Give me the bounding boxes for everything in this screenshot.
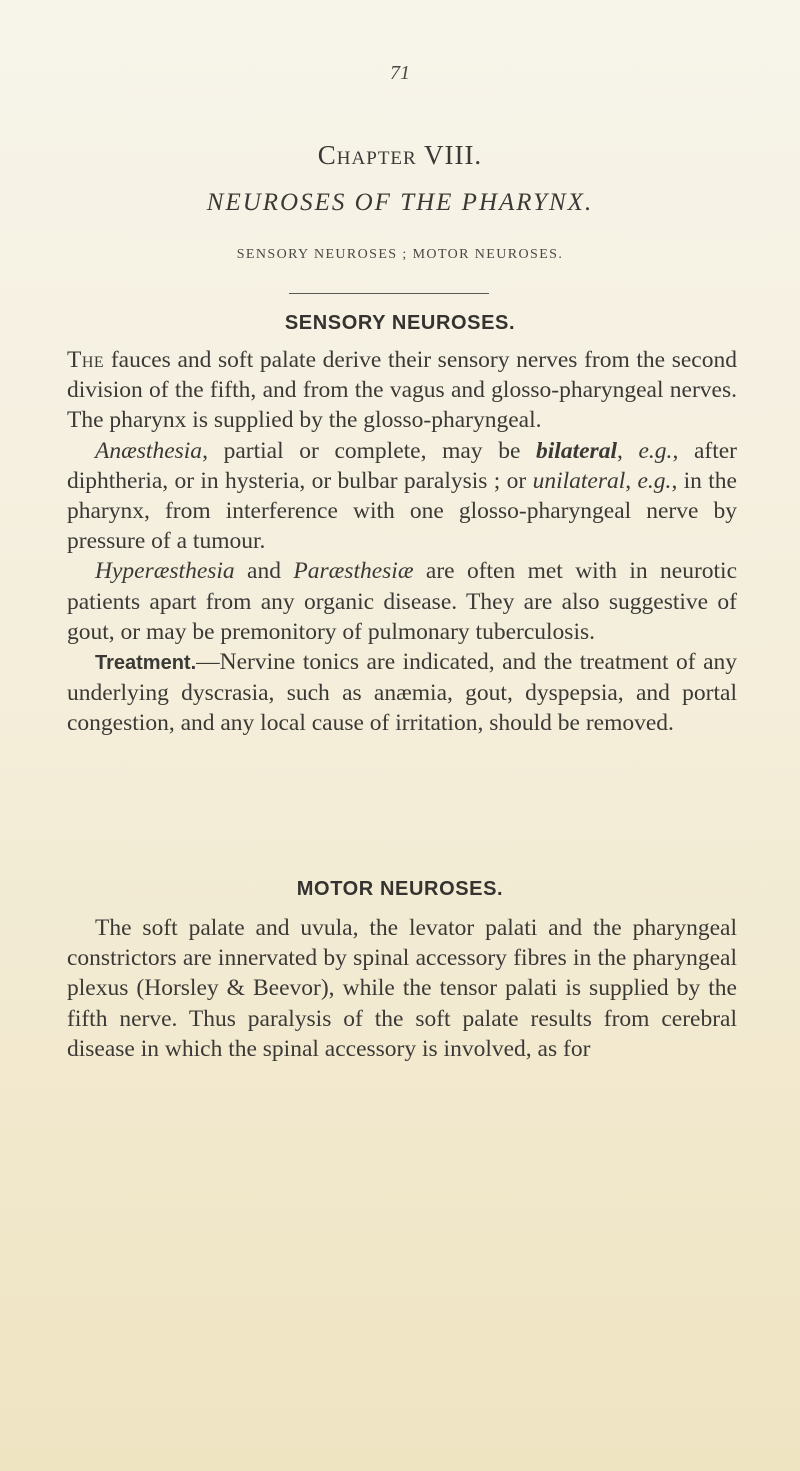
paragraph-text: are often met with in neurotic patients apart from any organic disease. They are also suggestive of gout, or may be premonitory of pulmonary tuberculosis.: [67, 558, 738, 645]
page-number: 71: [390, 62, 410, 84]
chapter-title: NEUROSES OF THE PHARYNX.: [206, 189, 594, 216]
treatment-lead: Treatment.: [95, 652, 197, 675]
section-heading-motor: MOTOR NEUROSES.: [296, 878, 504, 900]
paragraph-text: The soft palate and uvula, the levator palati and the pharyngeal constrictors are innervated by spinal accessory fibres in the pharyngeal plexus (Horsley & Beevor), while the tensor palati is supplied by the fifth nerve. Thus paralysis of the soft palate results from cerebral disease in which the spinal accessory is involved, as for: [67, 915, 737, 1062]
chapter-label: Chapter VIII.: [317, 140, 483, 170]
term-paraesthesiae: Paræsthesiæ: [293, 558, 414, 585]
term-bilateral: bilateral: [536, 437, 617, 464]
paragraph-text: ,: [625, 467, 638, 494]
paragraph-text: , in the pharynx, from interference with one glosso-pharyngeal nerve by pressure of a tumour.: [67, 467, 737, 555]
chapter-subtitle: SENSORY NEUROSES ; MOTOR NEUROSES.: [236, 247, 564, 262]
paragraph-text: , partial or complete, may be: [202, 437, 537, 464]
paragraph-text: ,: [616, 437, 639, 464]
term-unilateral: unilateral: [532, 467, 626, 494]
section-heading-sensory: SENSORY NEUROSES.: [284, 312, 516, 334]
paragraph-text: and: [234, 558, 294, 585]
divider-rule: [289, 293, 489, 294]
paragraph-text: —Nervine tonics are indicated, and the treatment of any underlying dyscrasia, such as anæmia, gout, dyspepsia, and portal congestion, and any local cause of irritation, should be removed.: [67, 649, 737, 737]
paragraph: [67, 436, 737, 557]
paragraph-text: fauces and soft palate derive their sensory nerves from the second division of the fifth, and from the vagus and glosso-pharyngeal nerves. The pharynx is supplied by the glosso-pharyngeal.: [67, 347, 737, 434]
eg-abbrev: e.g.: [638, 437, 673, 464]
paragraph-text: , after diphtheria, or in hysteria, or bulbar paralysis ; or: [67, 437, 737, 494]
section-body-motor: [67, 913, 737, 1064]
paragraph: [67, 345, 737, 436]
eg-abbrev: e.g.: [637, 467, 672, 494]
opening-word: The: [67, 347, 105, 373]
term-anaesthesia: Anæsthesia: [95, 437, 203, 464]
section-body-sensory: [67, 345, 737, 739]
paragraph: [67, 556, 737, 647]
paragraph: [67, 647, 737, 739]
term-hyperaesthesia: Hyperæsthesia: [95, 558, 235, 585]
paragraph: [67, 913, 737, 1064]
